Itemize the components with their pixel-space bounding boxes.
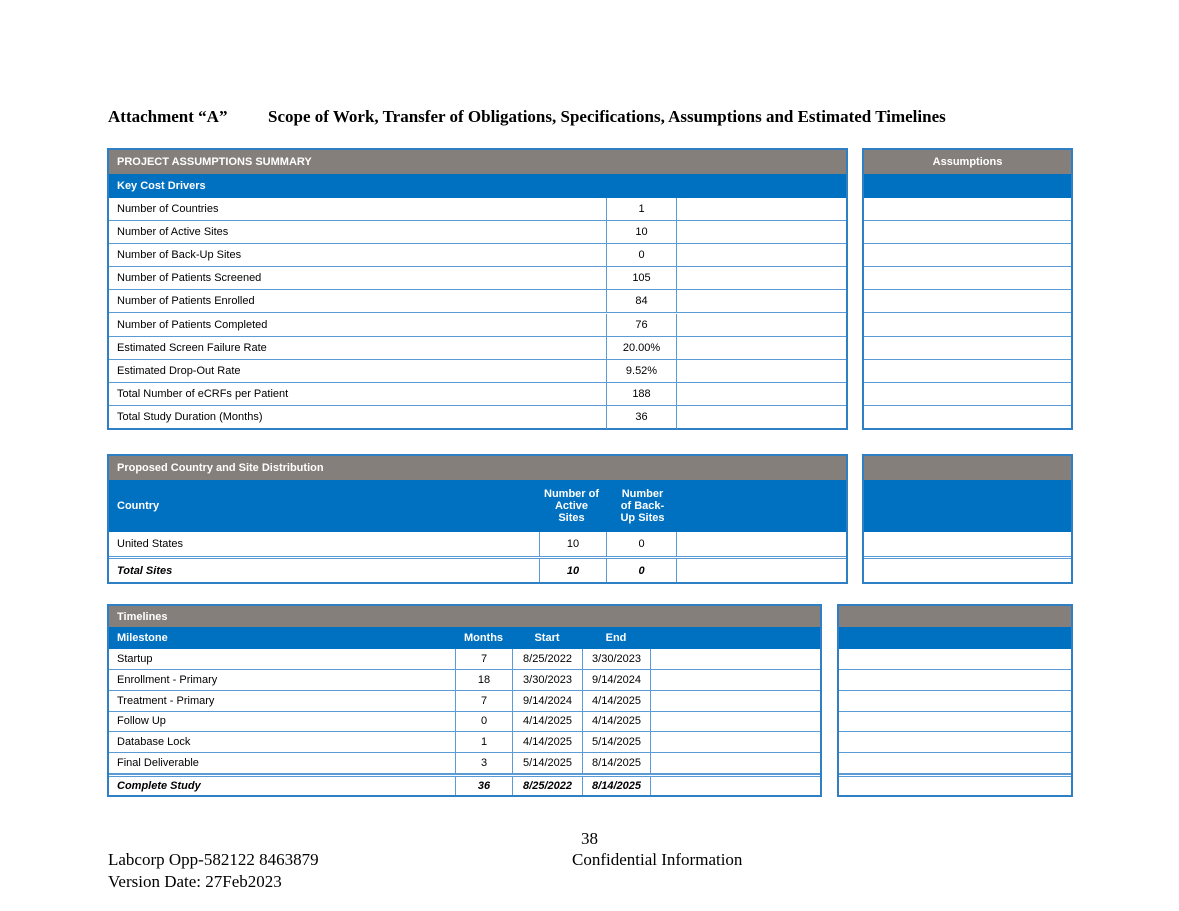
start-date: 5/14/2025 — [512, 753, 582, 773]
months: 3 — [455, 753, 512, 773]
end-date: 8/14/2025 — [582, 753, 650, 773]
start-date: 4/14/2025 — [512, 732, 582, 752]
section-title: PROJECT ASSUMPTIONS SUMMARY — [117, 156, 312, 168]
end-date: 5/14/2025 — [582, 732, 650, 752]
version-date: Version Date: 27Feb2023 — [108, 872, 282, 891]
row-value: 84 — [606, 290, 676, 312]
assumptions-subheader — [864, 174, 1071, 198]
row-value: 20.00% — [606, 337, 676, 359]
row-extra — [676, 290, 846, 312]
assumption-cell — [864, 337, 1071, 360]
row-extra — [676, 314, 846, 336]
extra — [650, 649, 820, 669]
row-extra — [676, 198, 846, 220]
extra — [650, 777, 820, 795]
total-label: Complete Study — [117, 780, 201, 792]
extra — [676, 532, 846, 556]
row-value: 105 — [606, 267, 676, 289]
start-date: 8/25/2022 — [512, 649, 582, 669]
col-months: Months — [463, 632, 504, 644]
table-row — [109, 221, 846, 244]
page-number: 38 — [581, 829, 598, 848]
col-country: Country — [117, 500, 160, 512]
row-label: Number of Patients Enrolled — [117, 295, 255, 308]
months: 1 — [455, 732, 512, 752]
total-label: Total Sites — [117, 564, 173, 577]
active-sites: 10 — [539, 532, 606, 556]
row-label: Number of Patients Screened — [117, 272, 262, 285]
end-date: 9/14/2024 — [582, 670, 650, 690]
total-months: 36 — [455, 777, 512, 795]
table-row — [109, 649, 820, 670]
col-start: Start — [534, 632, 560, 644]
assumption-cell — [839, 670, 1071, 691]
milestone: Final Deliverable — [117, 757, 199, 769]
row-extra — [676, 383, 846, 405]
row-extra — [676, 244, 846, 266]
project-assumptions-table — [107, 148, 848, 430]
months: 0 — [455, 711, 512, 731]
milestone: Follow Up — [117, 715, 166, 728]
row-label: Total Number of eCRFs per Patient — [117, 387, 289, 400]
assumption-cell — [839, 753, 1071, 774]
assumptions-header — [864, 150, 1071, 174]
months: 18 — [455, 670, 512, 690]
assumptions-label: Assumptions — [932, 156, 1003, 168]
subheader-row — [109, 174, 846, 198]
column-header-row — [109, 627, 820, 649]
table-row — [109, 267, 846, 290]
country-name: United States — [117, 538, 184, 550]
assumption-cell — [839, 774, 1071, 795]
total-backup: 0 — [606, 559, 676, 582]
table-row — [109, 753, 820, 774]
milestone: Enrollment - Primary — [117, 673, 218, 686]
assumption-cell — [839, 691, 1071, 712]
table-row — [109, 314, 846, 337]
row-label: Total Study Duration (Months) — [117, 411, 263, 424]
assumption-cell — [864, 360, 1071, 383]
row-extra — [676, 337, 846, 359]
assumption-cell — [864, 198, 1071, 221]
col-end: End — [605, 632, 627, 644]
extra — [650, 670, 820, 690]
col-milestone: Milestone — [117, 632, 168, 644]
section-header — [109, 456, 846, 480]
row-label: Estimated Drop-Out Rate — [117, 364, 241, 377]
header — [864, 456, 1071, 480]
months: 7 — [455, 649, 512, 669]
total-row — [109, 556, 846, 582]
table-row — [109, 244, 846, 267]
total-start: 8/25/2022 — [512, 777, 582, 795]
assumption-cell — [839, 732, 1071, 753]
row-label: Number of Patients Completed — [117, 318, 268, 331]
assumption-cell — [864, 244, 1071, 267]
page-title: Scope of Work, Transfer of Obligations, Specifications, Assumptions and Estimated Timelines — [268, 107, 946, 126]
table-row — [109, 691, 820, 712]
start-date: 3/30/2023 — [512, 670, 582, 690]
row-value: 188 — [606, 383, 676, 405]
row-value: 36 — [606, 406, 676, 429]
milestone: Treatment - Primary — [117, 694, 215, 707]
months: 7 — [455, 691, 512, 711]
assumption-cell — [864, 556, 1071, 582]
end-date: 3/30/2023 — [582, 649, 650, 669]
table-row — [109, 360, 846, 383]
header — [839, 606, 1071, 627]
start-date: 9/14/2024 — [512, 691, 582, 711]
row-value: 9.52% — [606, 360, 676, 382]
distribution-assumptions-column — [862, 454, 1073, 584]
total-end: 8/14/2025 — [582, 777, 650, 795]
section-title: Timelines — [117, 610, 168, 623]
assumption-cell — [864, 532, 1071, 556]
row-value: 0 — [606, 244, 676, 266]
assumption-cell — [864, 406, 1071, 429]
assumption-cell — [839, 649, 1071, 670]
confidential-label: Confidential Information — [572, 850, 743, 869]
total-active: 10 — [539, 559, 606, 582]
row-value: 76 — [606, 314, 676, 336]
assumption-cell — [864, 267, 1071, 290]
end-date: 4/14/2025 — [582, 711, 650, 731]
opportunity-id: Labcorp Opp-582122 8463879 — [108, 850, 319, 869]
subheader-title: Key Cost Drivers — [117, 180, 206, 192]
section-header — [109, 606, 820, 627]
subheader — [839, 627, 1071, 649]
row-extra — [676, 267, 846, 289]
row-extra — [676, 221, 846, 243]
table-row — [109, 670, 820, 691]
assumption-cell — [864, 314, 1071, 337]
extra — [650, 753, 820, 773]
row-extra — [676, 360, 846, 382]
extra — [650, 711, 820, 731]
extra — [650, 732, 820, 752]
country-distribution-table — [107, 454, 848, 584]
row-label: Number of Countries — [117, 203, 219, 215]
assumption-cell — [864, 383, 1071, 406]
timelines-assumptions-column — [837, 604, 1073, 797]
assumption-cell — [864, 290, 1071, 313]
extra — [650, 691, 820, 711]
backup-sites: 0 — [606, 532, 676, 556]
total-row — [109, 774, 820, 795]
col-backup-sites: Number of Back-Up Sites — [620, 488, 665, 524]
row-label: Estimated Screen Failure Rate — [117, 341, 267, 354]
assumption-cell — [839, 711, 1071, 732]
assumptions-column — [862, 148, 1073, 430]
table-row — [109, 383, 846, 406]
column-header-row — [109, 480, 846, 532]
milestone: Database Lock — [117, 736, 191, 749]
milestone: Startup — [117, 653, 153, 665]
table-row — [109, 732, 820, 753]
attachment-label: Attachment “A” — [108, 107, 228, 126]
row-value: 10 — [606, 221, 676, 243]
col-active-sites: Number of Active Sites — [544, 488, 599, 524]
row-label: Number of Active Sites — [117, 226, 229, 239]
timelines-table — [107, 604, 822, 797]
row-label: Number of Back-Up Sites — [117, 249, 242, 262]
section-title: Proposed Country and Site Distribution — [117, 462, 324, 474]
row-value: 1 — [606, 198, 676, 220]
table-row — [109, 532, 846, 556]
subheader — [864, 480, 1071, 532]
section-header — [109, 150, 846, 174]
assumption-cell — [864, 221, 1071, 244]
end-date: 4/14/2025 — [582, 691, 650, 711]
row-extra — [676, 406, 846, 429]
table-row — [109, 711, 820, 732]
start-date: 4/14/2025 — [512, 711, 582, 731]
table-row — [109, 337, 846, 360]
table-row — [109, 198, 846, 221]
extra — [676, 559, 846, 582]
table-row — [109, 290, 846, 313]
table-row — [109, 406, 846, 429]
